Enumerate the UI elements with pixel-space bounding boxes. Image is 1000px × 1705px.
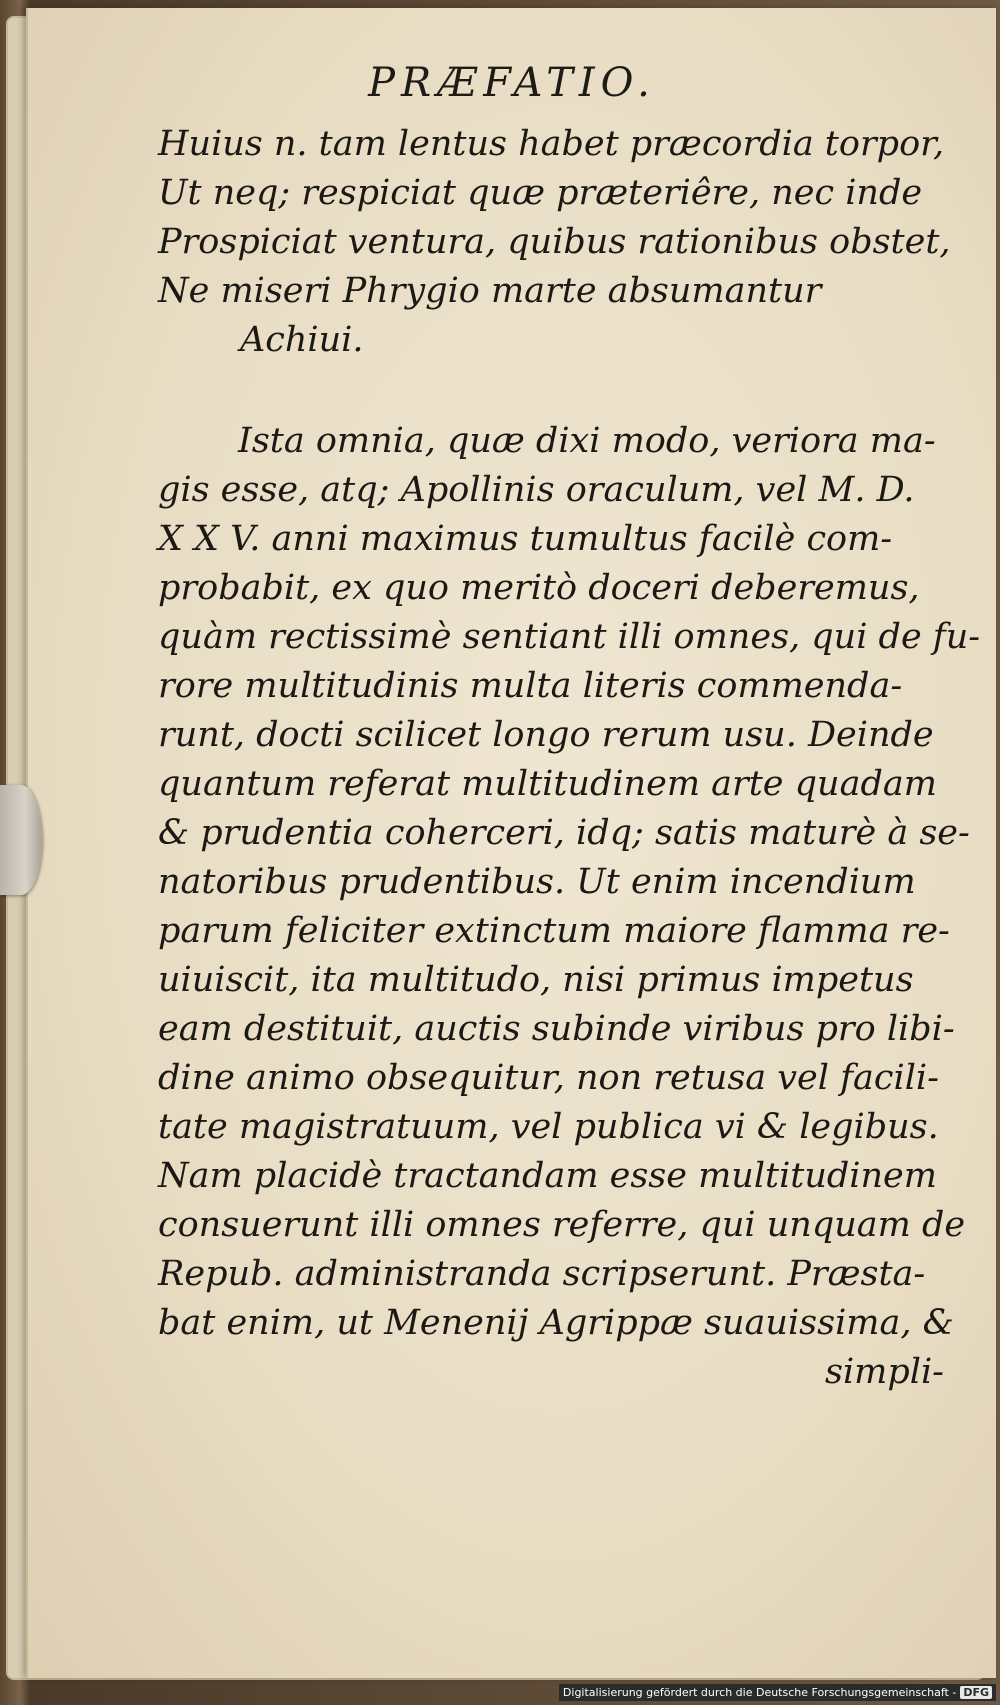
catchword: simpli- — [825, 1352, 944, 1392]
text-line: Ut neq; respiciat quæ præteriêre, nec inde — [158, 173, 923, 213]
text-line: dine animo obsequitur, non retusa vel facili- — [158, 1058, 939, 1098]
text-line: Achiui. — [240, 320, 364, 360]
text-line: Ista omnia, quæ dixi modo, veriora ma- — [238, 421, 936, 461]
text-line: runt, docti scilicet longo rerum usu. Deinde — [158, 715, 934, 755]
text-line: gis esse, atq; Apollinis oraculum, vel M. D. — [158, 470, 915, 510]
text-line: Huius n. tam lentus habet præcordia torpor, — [158, 124, 945, 164]
text-line: quàm rectissimè sentiant illi omnes, qui de fu- — [158, 617, 981, 657]
text-line: quantum referat multitudinem arte quadam — [158, 764, 937, 804]
text-line: probabit, ex quo meritò doceri deberemus, — [158, 568, 920, 608]
text-line: Prospiciat ventura, quibus rationibus obstet, — [158, 222, 951, 262]
text-line: Ne miseri Phrygio marte absumantur — [158, 271, 822, 311]
text-line: & prudentia coherceri, idq; satis maturè à se- — [158, 813, 970, 853]
text-line: tate magistratuum, vel publica vi & legibus. — [158, 1107, 939, 1147]
dfg-logo-icon: DFG — [960, 1686, 992, 1699]
text-line: rore multitudinis multa literis commenda- — [158, 666, 903, 706]
text-line: bat enim, ut Menenij Agrippæ suauissima, & — [158, 1303, 954, 1343]
text-line: parum feliciter extinctum maiore flamma re- — [158, 911, 950, 951]
text-line: eam destituit, auctis subinde viribus pro libi- — [158, 1009, 955, 1049]
paragraph-gap — [158, 365, 948, 417]
page-clip — [0, 785, 42, 895]
credit-text: Digitalisierung gefördert durch die Deutsche Forschungsgemeinschaft - — [562, 1686, 957, 1699]
text-line: Nam placidè tractandam esse multitudinem — [158, 1156, 937, 1196]
text-line: uiuiscit, ita multitudo, nisi primus impetus — [158, 960, 914, 1000]
text-line: consuerunt illi omnes referre, qui unquam de — [158, 1205, 966, 1245]
page-header-title: PRÆFATIO. — [368, 60, 656, 106]
book-page — [26, 8, 996, 1678]
text-line: natoribus prudentibus. Ut enim incendium — [158, 862, 916, 902]
page-body-text — [158, 120, 981, 1397]
text-line: Repub. administranda scripserunt. Præsta- — [158, 1254, 926, 1294]
digitization-credit — [559, 1684, 996, 1701]
text-line: X X V. anni maximus tumultus facilè com- — [158, 519, 893, 559]
